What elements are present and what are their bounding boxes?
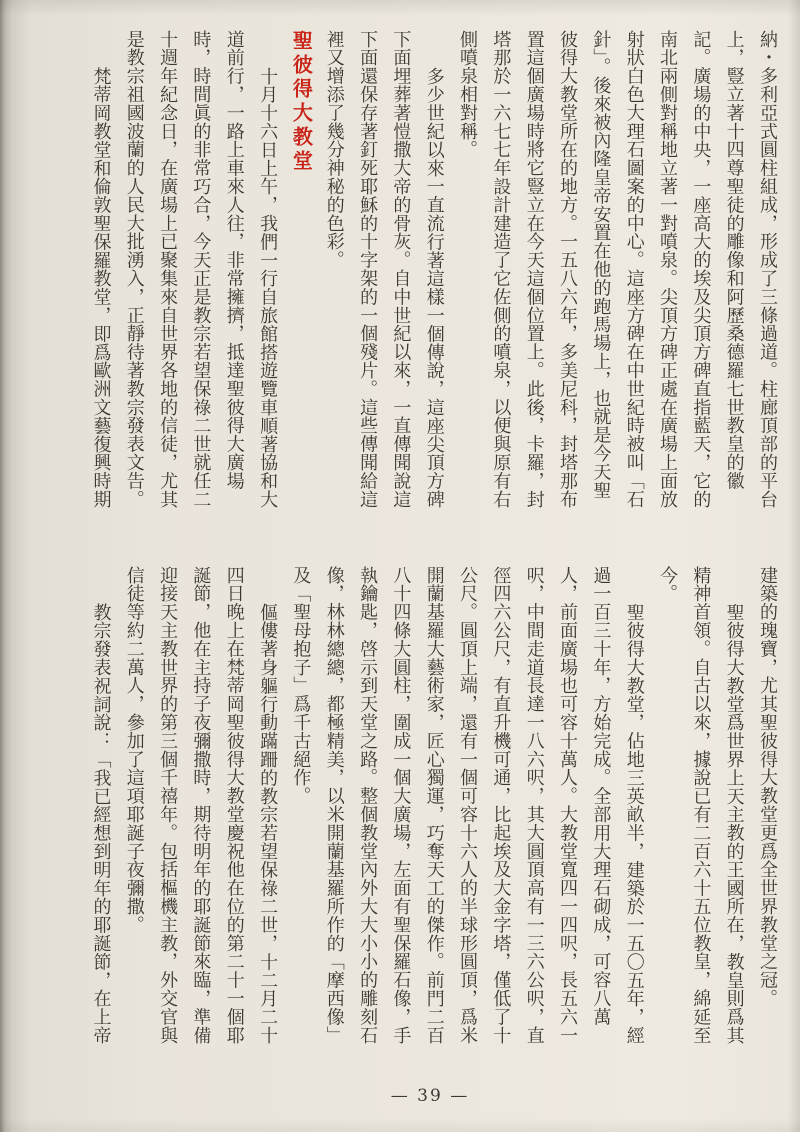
text-column: 下面還保存著釘死耶穌的十字架的一個殘片。這些傳聞給這 [357,30,379,509]
text-column: 人，前面廣場也可容十萬人。大教堂寬四一四呎，長五六一 [557,566,579,1045]
text-column: 教宗發表祝詞說：「我已經想到明年的耶誕節，在上帝 [90,603,112,1045]
text-column: 十月十六日上午，我們一行自旅館搭遊覽車順著協和大 [257,67,279,509]
text-column: 彼得大教堂所在的地方。一五八六年，多美尼科，封塔那布 [557,30,579,509]
text-column: 像，林林總總，都極精美，以米開蘭基羅所作的「摩西像」 [323,566,345,1045]
text-column: 執鑰匙，啓示到天堂之路。整個教堂內外大大小小的雕刻石 [357,566,379,1045]
text-column: 徑四六公尺，有直升機可通，比起埃及大金字塔，僅低了十 [490,566,512,1045]
text-column: 呎，中間走道長達一八六呎，其大圓頂高有一三六公呎，直 [523,566,545,1045]
top-text-block [84,30,784,512]
text-column: 針」。後來被內隆皇帝安置在他的跑馬場上，也就是今天聖 [590,30,612,500]
text-column: 開蘭基羅大藝術家，匠心獨運，巧奪天工的傑作。前門二百 [423,566,445,1045]
text-column: 納・多利亞式圓柱組成，形成了三條過道。柱廊頂部的平台 [757,30,778,509]
text-column: 射狀白色大理石圖案的中心。這座方碑在中世紀時被叫「石 [623,30,645,509]
text-column: 道前行，一路上車來人往，非常擁擠，抵達聖彼得大廣場 [223,30,245,490]
text-column: 置這個廣場時將它豎立在今天這個位置上。此後，卡羅，封 [523,30,545,509]
text-column: 過一百三十年，方始完成。全部用大理石砌成，可容八萬 [590,566,612,1026]
text-column: 信徒等約二萬人，參加了這項耶誕子夜彌撒。 [123,566,145,934]
text-column: 側噴泉相對稱。 [457,30,479,159]
text-column: 南北兩側對稱地立著一對噴泉。尖頂方碑正處在廣場上面放 [657,30,679,509]
text-column: 精神首領。自古以來，據說已有二百六十五位教皇，綿延至 [690,566,712,1045]
page-number: — 39 — [390,1086,470,1106]
text-column: 記。廣場的中央，一座高大的埃及尖頂方碑直指藍天，它的 [690,30,712,509]
text-column: 傴僂著身軀行動蹣跚的教宗若望保祿二世，十二月二十 [257,603,279,1045]
text-column: 誕節，他在主持子夜彌撒時，期待明年的耶誕節來臨，準備 [190,566,212,1045]
text-column: 四日晚上在梵蒂岡聖彼得大教堂慶祝他在位的第二十一個耶 [223,566,245,1045]
text-column: 梵蒂岡教堂和倫敦聖保羅教堂，即爲歐洲文藝復興時期 [90,67,112,509]
text-column: 時，時間眞的非常巧合，今天正是教宗若望保祿二世就任二 [190,30,212,509]
text-column: 迎接天主教世界的第三個千禧年。包括樞機主教，外交官與 [157,566,179,1045]
text-column: 十週年紀念日，在廣場上已聚集來自世界各地的信徒，尤其 [157,30,179,509]
text-column: 及「聖母抱子」爲千古絕作。 [290,566,312,806]
bottom-text-block [84,566,784,1048]
text-column: 聖彼得大教堂，佔地三英畝半，建築於一五〇五年，經 [623,603,645,1045]
text-column: 建築的瑰寶，尤其聖彼得大教堂更爲全世界教堂之冠。 [757,566,778,1008]
text-column: 聖彼得大教堂爲世界上天主教的王國所在，教皇則爲其 [723,603,745,1045]
text-column: 是教宗祖國波蘭的人民大批湧入，正靜待著教宗發表文告。 [123,30,145,509]
section-heading: 聖彼得大教堂 [289,30,314,174]
text-column: 下面埋葬著愷撒大帝的骨灰。自中世紀以來，一直傳聞說這 [390,30,412,509]
text-column: 裡又增添了幾分神秘的色彩。 [323,30,345,270]
text-column: 八十四條大圓柱，圍成一個大廣場，左面有聖保羅石像，手 [390,566,412,1045]
text-column: 公尺。圓頂上端，還有一個可容十六人的半球形圓頂，爲米 [457,566,479,1045]
text-column: 塔那於一六七七年設計建造了它佐側的噴泉，以便與原有右 [490,30,512,509]
text-column: 多少世紀以來一直流行著這樣一個傳說，這座尖頂方碑 [423,67,445,509]
text-column: 上，豎立著十四尊聖徒的雕像和阿歷桑德羅七世教皇的徽 [723,30,745,490]
text-column: 今。 [657,566,679,603]
